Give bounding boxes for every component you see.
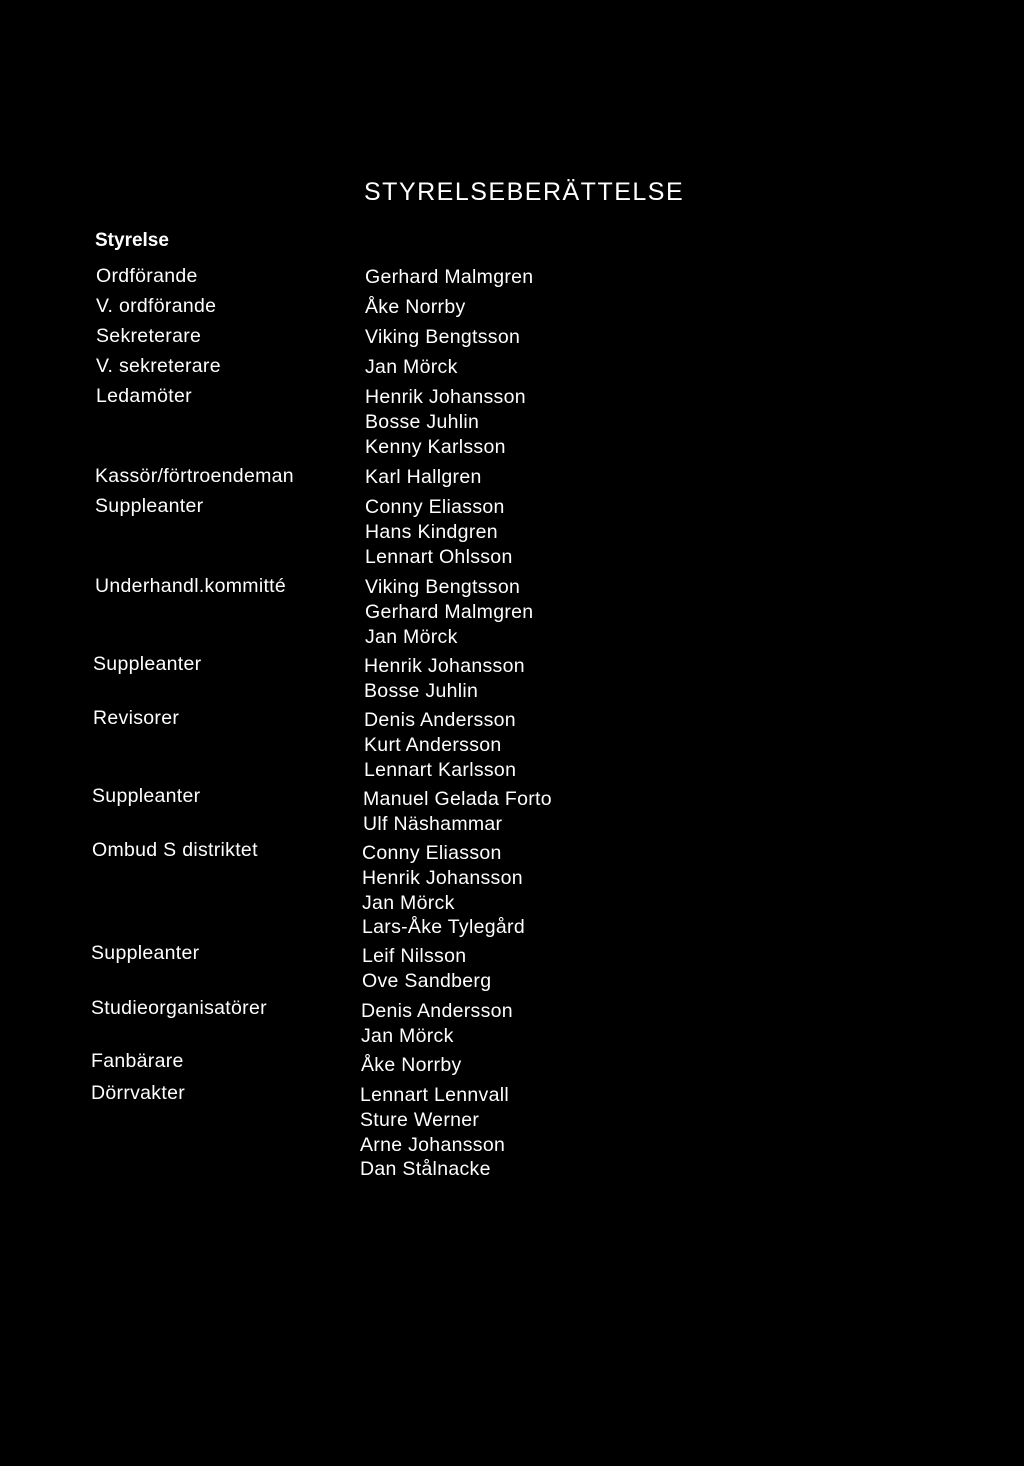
names-group [361,1053,462,1078]
names-group [365,265,533,290]
person-name: Kurt Andersson [364,733,502,756]
role-label: Suppleanter [95,495,204,517]
role-label: Underhandl.kommitté [95,575,287,597]
names-group [362,841,525,940]
role-label: Kassör/förtroendeman [95,465,294,487]
names-group [365,495,513,569]
person-name: Jan Mörck [365,625,458,648]
person-name: Manuel Gelada Forto [363,788,552,810]
person-name: Lars-Åke Tylegård [362,916,525,939]
names-group [365,465,482,490]
person-name: Gerhard Malmgren [365,600,534,623]
person-name: Lennart Karlsson [364,758,517,781]
person-name: Leif Nilsson [362,945,467,967]
person-name: Arne Johansson [360,1133,506,1156]
names-group [365,385,526,459]
role-label: Sekreterare [96,325,202,347]
names-group [362,944,491,994]
names-group [365,355,458,380]
role-label: Ordförande [96,265,198,287]
role-label: Revisorer [93,707,180,729]
names-group [361,999,513,1049]
role-label: V. ordförande [96,295,217,317]
role-label: Ledamöter [96,385,192,407]
person-name: Denis Andersson [361,1000,513,1022]
person-name: Bosse Juhlin [364,679,479,702]
person-name: Gerhard Malmgren [365,266,534,288]
names-group [365,325,520,350]
person-name: Jan Mörck [362,891,455,914]
person-name: Lennart Lennvall [360,1084,509,1106]
person-name: Henrik Johansson [362,866,523,889]
role-label: Ombud S distriktet [92,839,258,861]
person-name: Bosse Juhlin [365,410,480,433]
page-title: STYRELSEBERÄTTELSE [364,178,685,206]
names-group [365,575,533,649]
person-name: Dan Stålnacke [360,1158,491,1181]
section-heading: Styrelse [95,230,169,251]
names-group [363,787,552,837]
person-name: Viking Bengtsson [365,326,521,348]
person-name: Lennart Ohlsson [365,545,513,568]
person-name: Viking Bengtsson [365,576,521,598]
role-label: Studieorganisatörer [91,997,267,1019]
role-label: Fanbärare [91,1050,184,1072]
role-label: V. sekreterare [96,355,221,377]
person-name: Conny Eliasson [362,842,502,864]
role-label: Suppleanter [93,653,202,675]
role-label: Suppleanter [92,785,201,807]
person-name: Jan Mörck [361,1024,454,1047]
role-label: Dörrvakter [91,1082,186,1104]
person-name: Denis Andersson [364,709,516,731]
person-name: Conny Eliasson [365,496,505,518]
role-label: Suppleanter [91,942,200,964]
person-name: Kenny Karlsson [365,435,506,458]
names-group [364,654,525,704]
person-name: Jan Mörck [365,356,458,378]
person-name: Henrik Johansson [364,655,525,677]
person-name: Sture Werner [360,1108,480,1131]
person-name: Åke Norrby [365,296,466,318]
names-group [360,1083,509,1182]
person-name: Karl Hallgren [365,466,482,488]
person-name: Hans Kindgren [365,520,498,543]
person-name: Henrik Johansson [365,386,526,408]
person-name: Ove Sandberg [362,969,492,992]
names-group [364,708,516,782]
person-name: Ulf Näshammar [363,812,503,835]
names-group [365,295,466,320]
person-name: Åke Norrby [361,1054,462,1076]
